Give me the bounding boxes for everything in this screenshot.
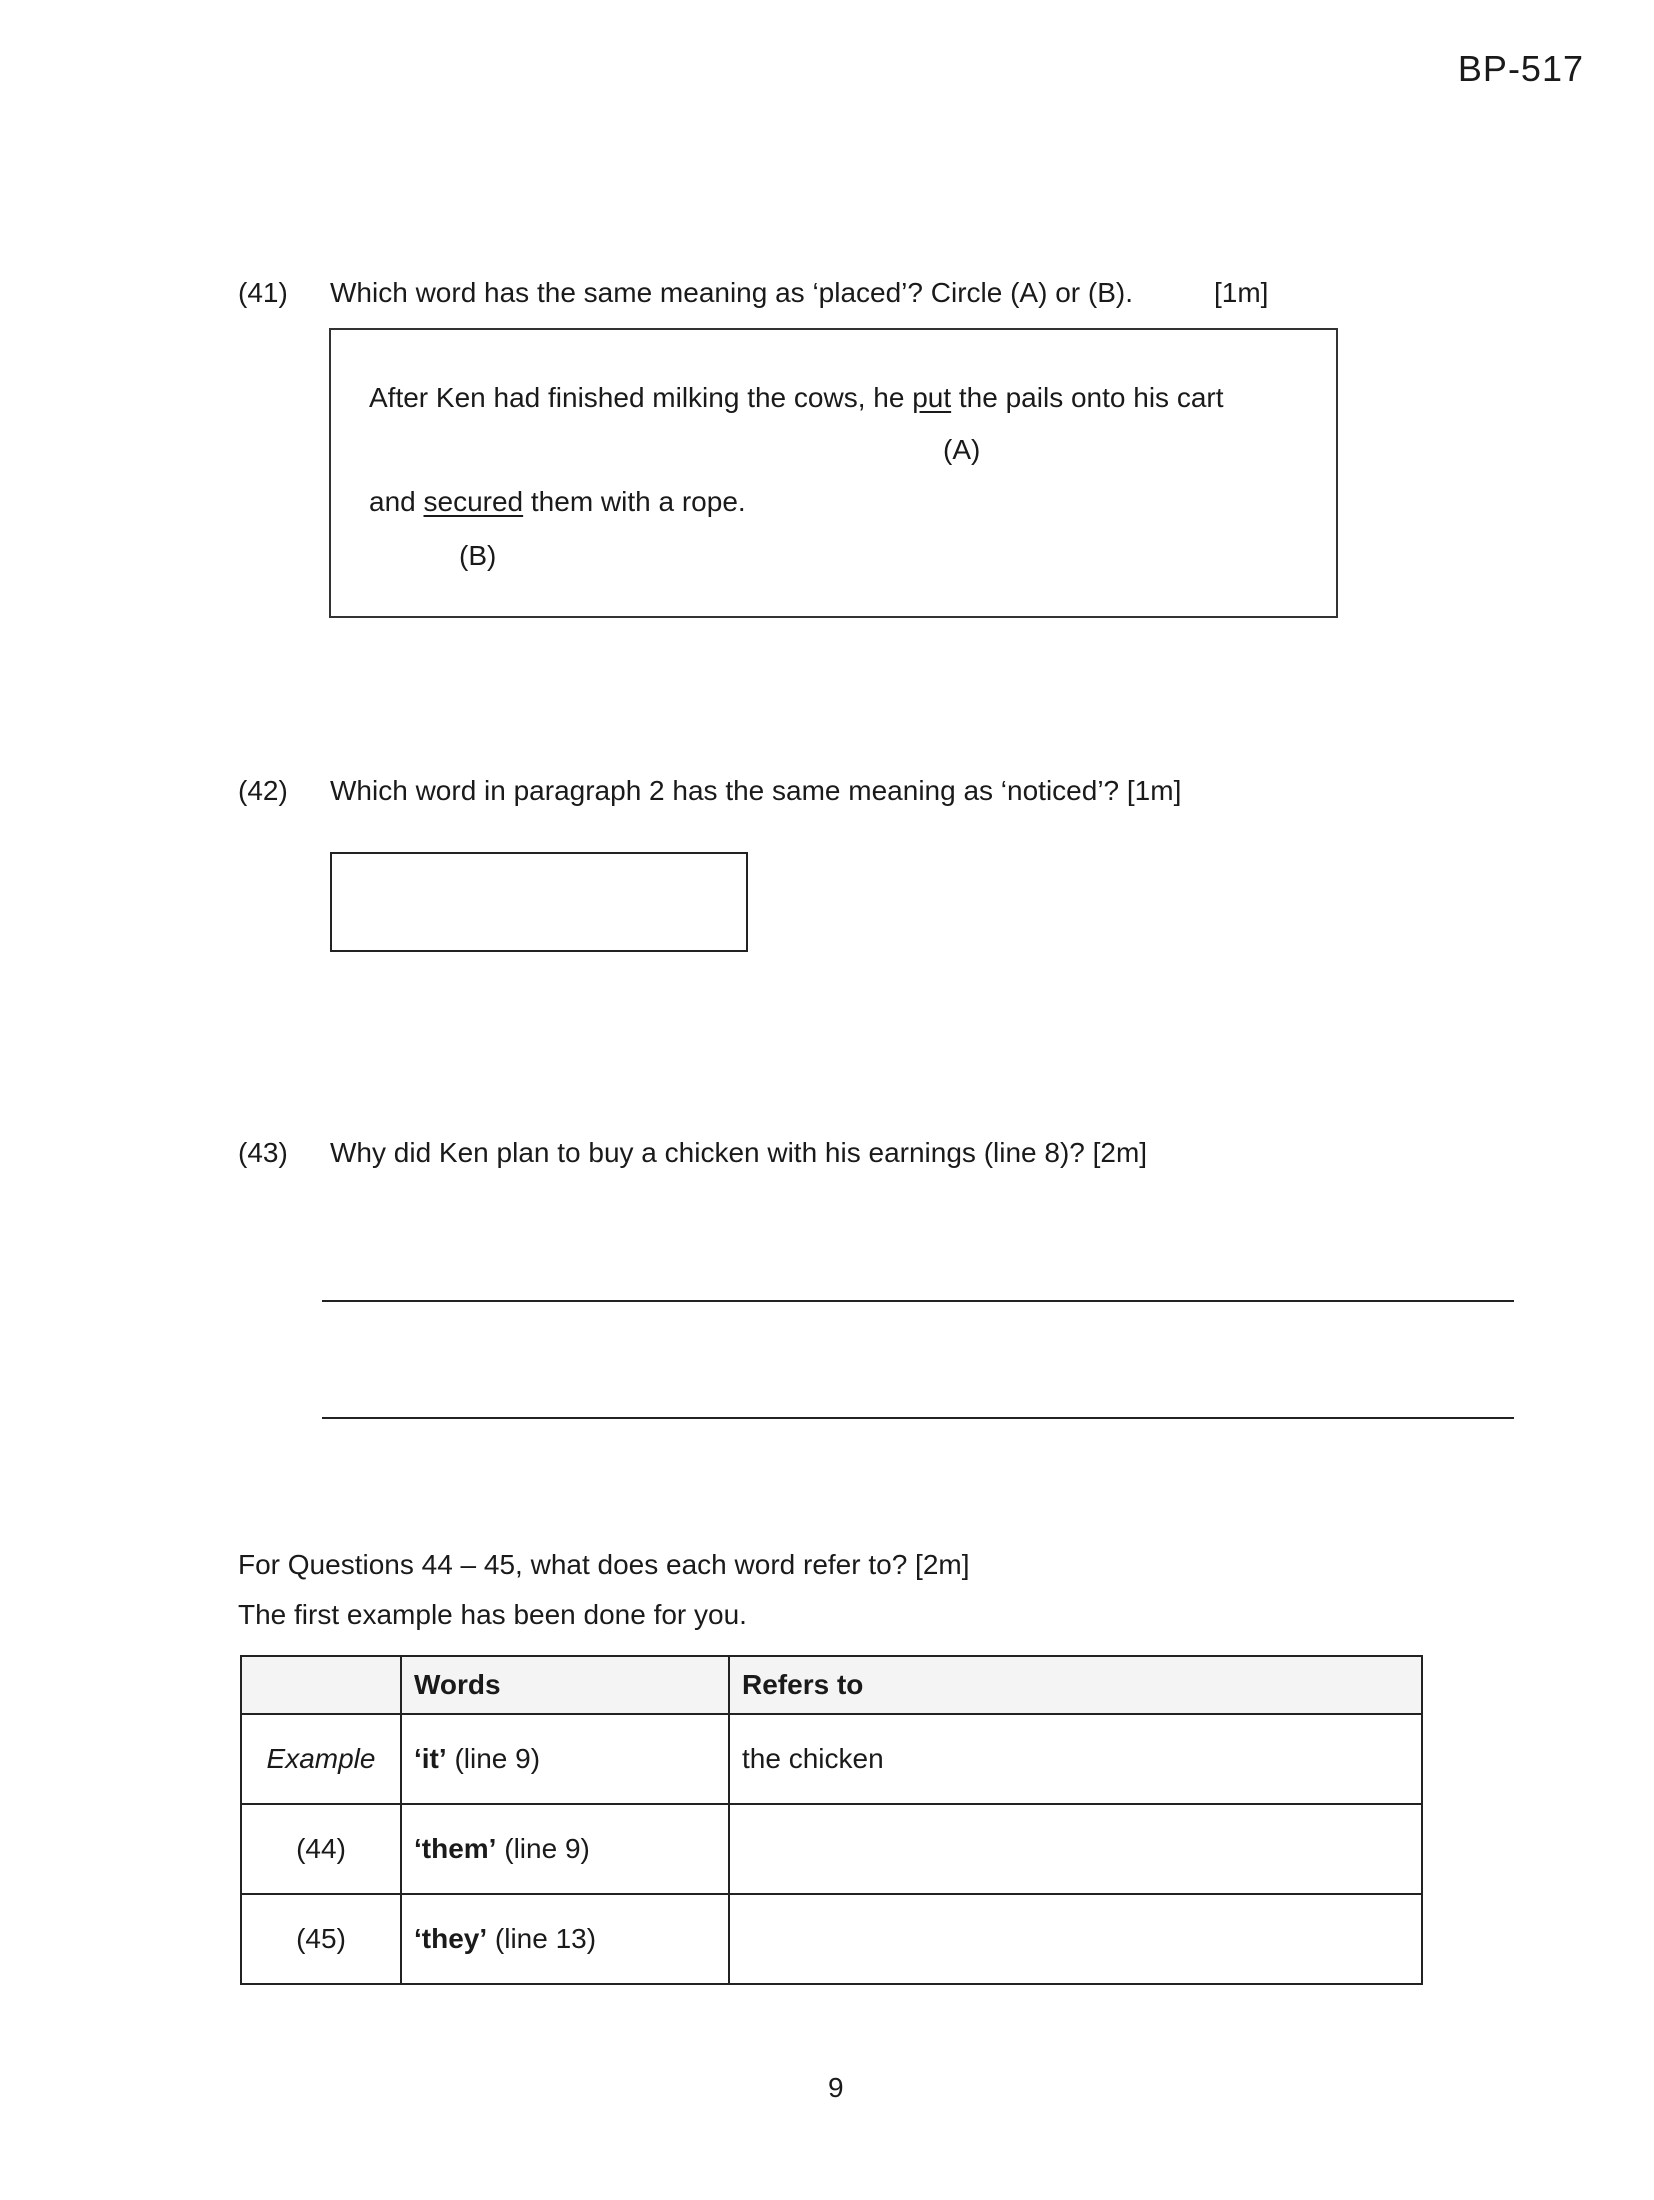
refers-to-table — [240, 1655, 1423, 1985]
question-prompt: Which word has the same meaning as ‘placed’? Circle (A) or (B). — [330, 277, 1133, 308]
word-option-a[interactable]: put — [912, 382, 952, 413]
table-row — [241, 1894, 1422, 1984]
table-header-words: Words — [401, 1656, 729, 1714]
question-marks: [1m] — [1214, 277, 1269, 308]
instruction-44-45: For Questions 44 – 45, what does each word refer to? [2m] — [238, 1549, 970, 1580]
question-41 — [238, 276, 1338, 310]
table-header-blank — [241, 1656, 401, 1714]
question-number: (42) — [238, 775, 288, 806]
row-refers: the chicken — [729, 1714, 1422, 1804]
sentence-line-1: After Ken had finished milking the cows, he put the pails onto his cart — [369, 382, 1224, 413]
question-42 — [238, 774, 1338, 808]
sentence-line-2: and secured them with a rope. — [369, 486, 746, 517]
document-code: BP-517 — [1457, 48, 1584, 89]
table-header-refers: Refers to — [729, 1656, 1422, 1714]
answer-line[interactable] — [322, 1300, 1514, 1302]
label-b: (B) — [459, 540, 497, 571]
answer-cell-44[interactable] — [729, 1804, 1422, 1894]
answer-box-42[interactable] — [330, 852, 748, 952]
page-number: 9 — [828, 2072, 844, 2103]
label-a: (A) — [943, 434, 981, 465]
row-word: ‘they’ (line 13) — [401, 1894, 729, 1984]
row-label: (45) — [241, 1894, 401, 1984]
question-prompt: Which word in paragraph 2 has the same meaning as ‘noticed’? [1m] — [330, 775, 1182, 806]
row-word: ‘it’ (line 9) — [401, 1714, 729, 1804]
example-note: The first example has been done for you. — [238, 1599, 747, 1630]
answer-line[interactable] — [322, 1417, 1514, 1419]
table-header-row — [241, 1656, 1422, 1714]
table-row — [241, 1804, 1422, 1894]
row-word: ‘them’ (line 9) — [401, 1804, 729, 1894]
row-label: (44) — [241, 1804, 401, 1894]
question-43 — [238, 1136, 1338, 1170]
answer-cell-45[interactable] — [729, 1894, 1422, 1984]
sentence-box — [329, 328, 1338, 618]
question-number: (41) — [238, 277, 288, 308]
row-label: Example — [241, 1714, 401, 1804]
table-row — [241, 1714, 1422, 1804]
question-prompt: Why did Ken plan to buy a chicken with his earnings (line 8)? [2m] — [330, 1137, 1148, 1168]
word-option-b[interactable]: secured — [423, 486, 524, 517]
question-number: (43) — [238, 1137, 288, 1168]
